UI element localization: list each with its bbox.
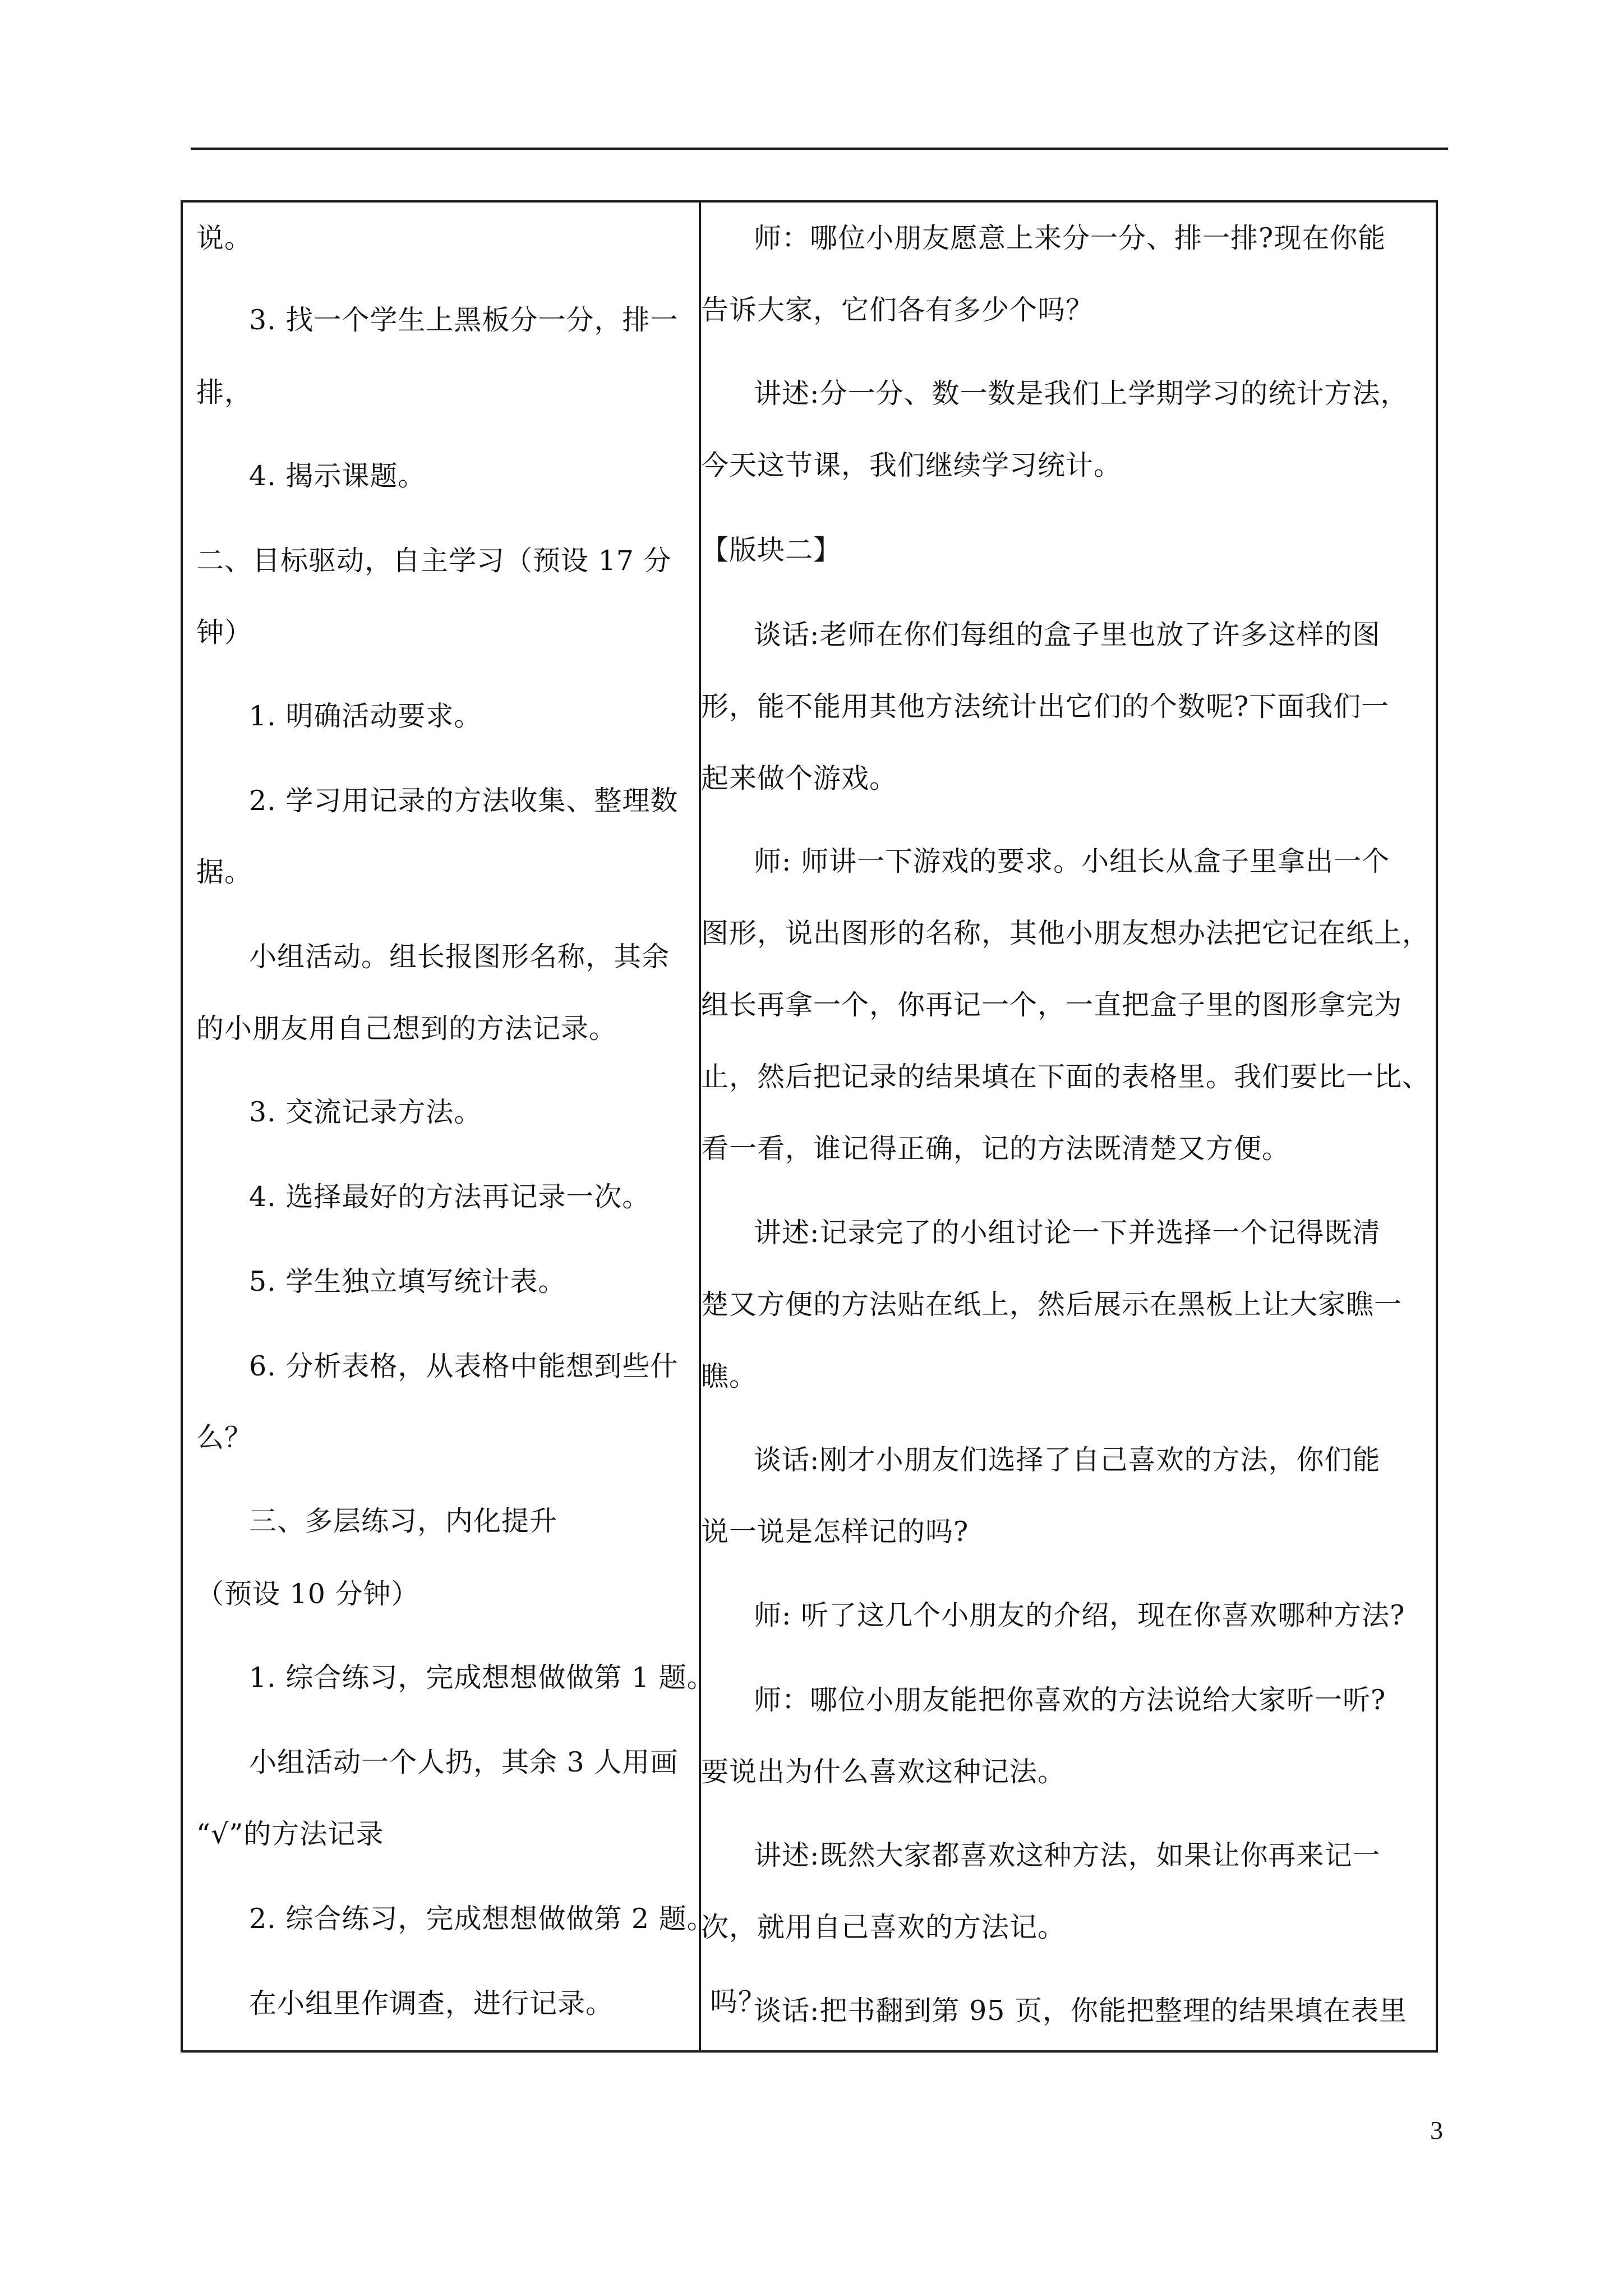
right-line: 讲述:记录完了的小组讨论一下并选择一个记得既清 — [754, 1217, 1381, 1249]
left-line: 5. 学生独立填写统计表。 — [249, 1266, 566, 1297]
right-line: 瞧。 — [701, 1360, 758, 1392]
right-line: 师：哪位小朋友愿意上来分一分、排一排?现在你能 — [754, 222, 1386, 254]
left-line: 2. 学习用记录的方法收集、整理数 — [249, 785, 679, 817]
section-heading-block-two: 【版块二】 — [701, 534, 842, 566]
right-line: 今天这节课，我们继续学习统计。 — [701, 449, 1122, 481]
left-line: 6. 分析表格，从表格中能想到些什 — [249, 1350, 679, 1382]
right-line: 看一看，谁记得正确，记的方法既清楚又方便。 — [701, 1133, 1290, 1165]
left-line: 1. 明确活动要求。 — [249, 700, 482, 732]
left-line: 排， — [196, 376, 253, 408]
left-line: 4. 揭示课题。 — [249, 460, 426, 492]
right-line: 楚又方便的方法贴在纸上，然后展示在黑板上让大家瞧一 — [701, 1289, 1403, 1320]
right-line: 讲述:分一分、数一数是我们上学期学习的统计方法， — [754, 378, 1409, 409]
left-line: 说。 — [196, 222, 253, 254]
left-line: “√”的方法记录 — [196, 1818, 384, 1850]
right-line: 告诉大家，它们各有多少个吗？ — [701, 294, 1094, 326]
left-line: 3. 找一个学生上黑板分一分，排一 — [249, 304, 679, 336]
right-line: 要说出为什么喜欢这种记法。 — [701, 1756, 1066, 1788]
right-line: 讲述:既然大家都喜欢这种方法，如果让你再来记一 — [754, 1839, 1381, 1871]
right-line: 形，能不能用其他方法统计出它们的个数呢?下面我们一 — [701, 691, 1390, 723]
right-line: 师: 听了这几个小朋友的介绍，现在你喜欢哪种方法? — [754, 1599, 1405, 1631]
left-line: 据。 — [196, 856, 253, 888]
left-line: 三、多层练习，内化提升 — [249, 1505, 558, 1537]
left-line: （预设 10 分钟） — [196, 1578, 419, 1610]
page-number: 3 — [1430, 2116, 1443, 2145]
right-line: 起来做个游戏。 — [701, 762, 898, 794]
right-line: 说一说是怎样记的吗? — [701, 1516, 969, 1548]
header-rule — [191, 148, 1448, 150]
left-line: 4. 选择最好的方法再记录一次。 — [249, 1181, 651, 1213]
right-line: 止，然后把记录的结果填在下面的表格里。我们要比一比、 — [701, 1061, 1431, 1093]
right-line: 师: 师讲一下游戏的要求。小组长从盒子里拿出一个 — [754, 845, 1390, 877]
left-line: 在小组里作调查，进行记录。 — [249, 1987, 614, 2019]
right-line: 谈话:把书翻到第 95 页，你能把整理的结果填在表里 — [754, 1995, 1408, 2027]
left-line: 的小朋友用自己想到的方法记录。 — [196, 1013, 617, 1045]
right-line: 组长再拿一个，你再记一个，一直把盒子里的图形拿完为 — [701, 989, 1403, 1021]
right-line: 谈话:刚才小朋友们选择了自己喜欢的方法，你们能 — [754, 1444, 1381, 1476]
left-line: 3. 交流记录方法。 — [249, 1096, 482, 1128]
left-line: 小组活动一个人扔，其余 3 人用画 — [249, 1746, 679, 1778]
right-line: 次，就用自己喜欢的方法记。 — [701, 1911, 1066, 1943]
left-line: 二、目标驱动，自主学习（预设 17 分 — [196, 545, 672, 577]
right-line: 图形，说出图形的名称，其他小朋友想办法把它记在纸上， — [701, 917, 1431, 949]
left-line: 1. 综合练习，完成想想做做第 1 题。 — [249, 1662, 715, 1694]
left-line: 钟） — [196, 616, 253, 648]
left-line: 小组活动。组长报图形名称，其余 — [249, 941, 670, 973]
left-column — [183, 203, 715, 2050]
right-line: 师：哪位小朋友能把你喜欢的方法说给大家听一听? — [754, 1684, 1386, 1716]
right-line: 谈话:老师在你们每组的盒子里也放了许多这样的图 — [754, 619, 1381, 651]
lesson-plan-table — [181, 200, 1438, 2053]
right-line-last: 吗？ — [710, 1986, 767, 2018]
left-line: 2. 综合练习，完成想想做做第 2 题。 — [249, 1903, 715, 1935]
right-column — [701, 203, 1438, 2050]
left-line: 么？ — [196, 1421, 253, 1453]
